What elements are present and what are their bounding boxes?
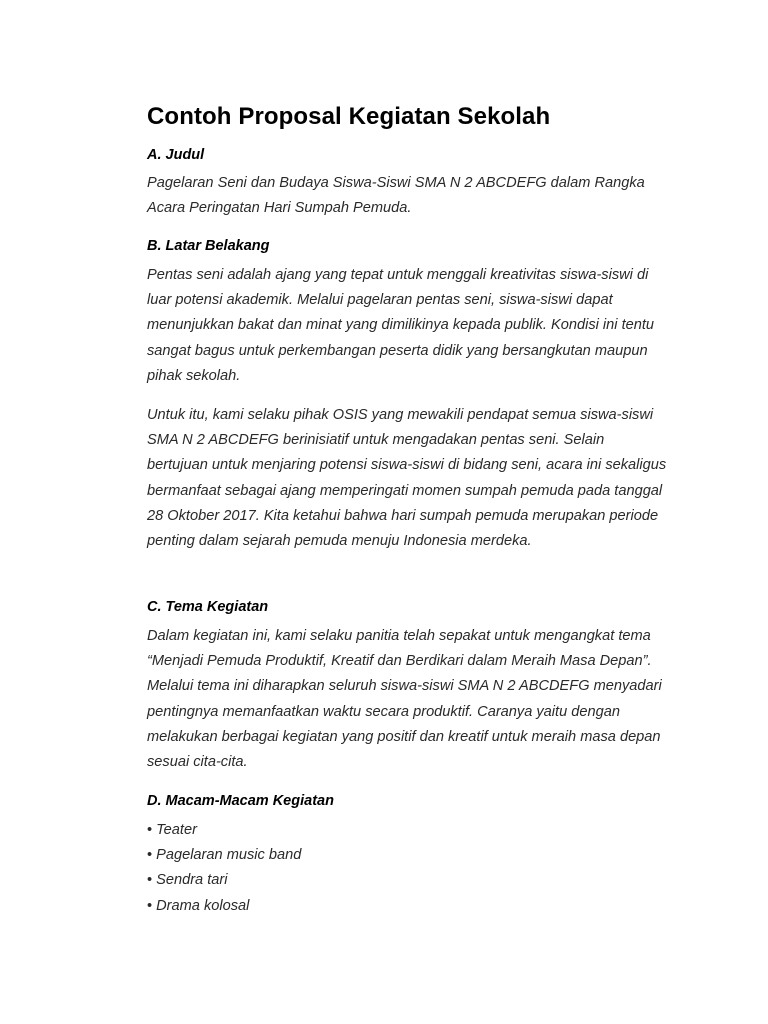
section-heading-judul: A. Judul: [147, 147, 205, 163]
document-title: Contoh Proposal Kegiatan Sekolah: [147, 103, 551, 130]
paragraph-latar-belakang-2: Untuk itu, kami selaku pihak OSIS yang mewakili pendapat semua siswa-siswi SMA N 2 ABCDEFG berinisiatif untuk mengadakan pentas seni. Selain bertujuan untuk menjaring potensi siswa-siswi di bidang seni, acara ini sekaligus bermanfaat sebagai ajang memperingati momen sumpah pemuda pada tanggal 28 Oktober 2017. Kita ketahui bahwa hari sumpah pemuda merupakan periode penting dalam sejarah pemuda menuju Indonesia merdeka.: [147, 407, 667, 550]
bullet-icon: •: [147, 822, 153, 838]
bullet-icon: •: [147, 847, 153, 864]
section-heading-macam-kegiatan: D. Macam-Macam Kegiatan: [147, 793, 334, 809]
bullet-icon: •: [147, 872, 153, 889]
list-item-label: Sendra tari: [156, 872, 228, 889]
list-item-label: Pagelaran music band: [156, 847, 302, 864]
list-item-label: Teater: [156, 822, 197, 838]
bullet-icon: •: [147, 897, 153, 914]
paragraph-judul: Pagelaran Seni dan Budaya Siswa-Siswi SMA N 2 ABCDEFG dalam Rangka Acara Peringatan Hari Sumpah Pemuda.: [147, 175, 645, 217]
list-item: [147, 818, 667, 843]
activity-list: [147, 818, 667, 919]
section-heading-latar-belakang: B. Latar Belakang: [147, 238, 270, 254]
list-item: [147, 894, 667, 919]
section-heading-tema-kegiatan: C. Tema Kegiatan: [147, 599, 269, 615]
paragraph-latar-belakang-1: Pentas seni adalah ajang yang tepat untuk menggali kreativitas siswa-siswi di luar potensi akademik. Melalui pagelaran pentas seni, siswa-siswi dapat menunjukkan bakat dan minat yang dimilikinya kepada publik. Kondisi ini tentu sangat bagus untuk perkembangan peserta didik yang bersangkutan maupun pihak sekolah.: [147, 267, 655, 384]
paragraph-tema-kegiatan: Dalam kegiatan ini, kami selaku panitia telah sepakat untuk mengangkat tema “Menjadi Pemuda Produktif, Kreatif dan Berdikari dalam Meraih Masa Depan”. Melalui tema ini diharapkan seluruh siswa-siswi SMA N 2 ABCDEFG menyadari pentingnya memanfaatkan waktu secara produktif. Caranya yaitu dengan melakukan berbagai kegiatan yang positif dan kreatif untuk meraih masa depan sesuai cita-cita.: [147, 628, 662, 771]
list-item: [147, 868, 667, 893]
list-item-label: Drama kolosal: [156, 897, 250, 914]
list-item: [147, 843, 667, 868]
